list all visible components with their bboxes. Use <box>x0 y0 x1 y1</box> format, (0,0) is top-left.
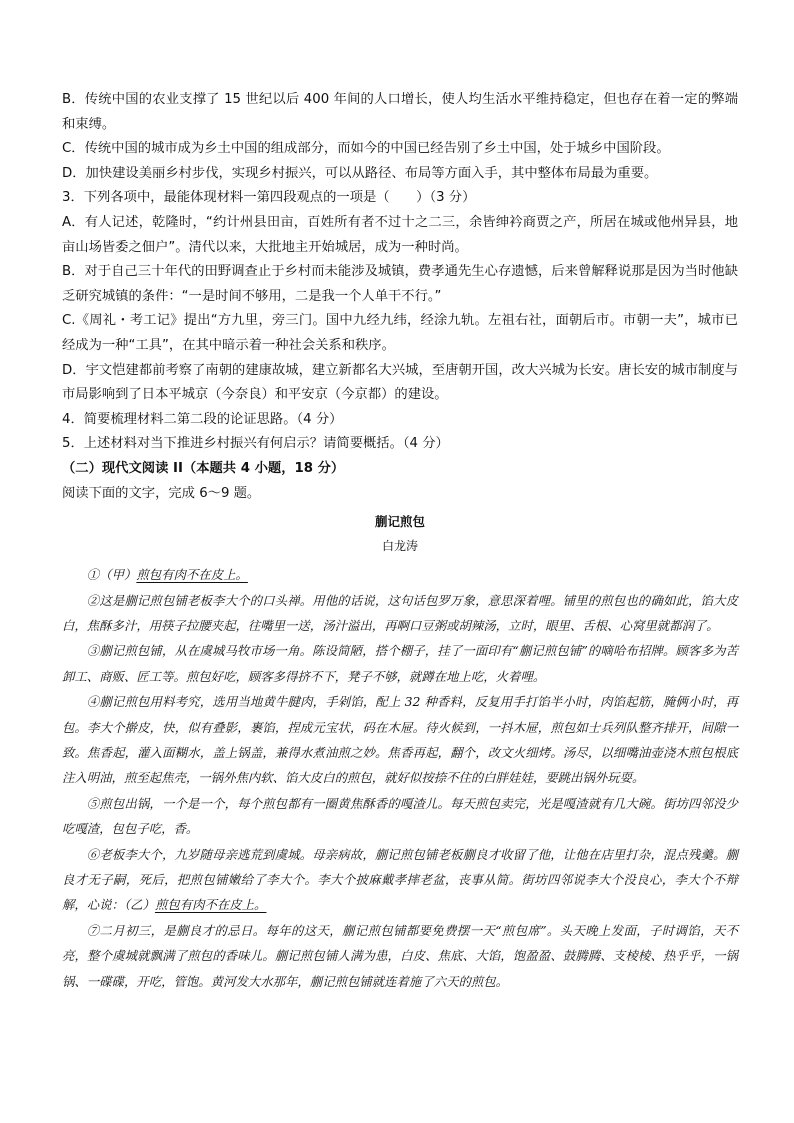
story-paragraph-1 <box>62 562 738 587</box>
option-b-q3: B．对于自己三十年代的田野调查止于乡村而未能涉及城镇，费孝通先生心存遗憾，后来曾解释说那是因为当时他缺乏研究城镇的条件：“一是时间不够用，二是我一个人单干不行。” <box>62 264 738 304</box>
question-4: 4．简要梳理材料二第二段的论证思路。（4 分） <box>62 411 343 427</box>
story-paragraph-3: ③蒯记煎包铺，从在虞城马牧市场一角。陈设简陋，搭个棚子，挂了一面印有“蒯记煎包铺”的嘀哈布招牌。顾客多为苦卸工、商贩、匠工等。煎包好吃，顾客多得挤不下，凳子不够，就蹲在地上吃，火着哩。 <box>62 643 738 684</box>
story-paragraph-2: ②这是蒯记煎包铺老板李大个的口头禅。用他的话说，这句话包罗万象，意思深着哩。铺里的煎包也的确如此，馅大皮白，焦酥多汁，用筷子拉腰夹起，往嘴里一送，汤汁溢出，再啊口豆粥或胡辣汤，立时，眼里、舌根、心窝里就都润了。 <box>62 592 738 633</box>
story-paragraph-6 <box>62 842 738 918</box>
story-paragraph-5: ⑤煎包出锅，一个是一个，每个煎包都有一圈黄焦酥香的嘎渣儿。每天煎包卖完，光是嘎渣就有几大碗。街坊四邻没少吃嘎渣，包包子吃，香。 <box>62 795 738 837</box>
question-5: 5．上述材料对当下推进乡村振兴有何启示？请简要概括。（4 分） <box>62 436 449 452</box>
option-d-q2: D．加快建设美丽乡村步伐，实现乡村振兴，可以从路径、布局等方面入手，其中整体布局最为重要。 <box>62 165 658 181</box>
story-title: 蒯记煎包 <box>374 514 425 530</box>
option-c-q2: C．传统中国的城市成为乡土中国的组成部分，而如今的中国已经告别了乡土中国，处于城乡中国阶段。 <box>62 141 670 157</box>
option-d-q3: D．宇文恺建都前考察了南朝的建康故城，建立新都名大兴城，至唐朝开国，改大兴城为长安。唐长安的城市制度与市局影响到了日本平城京（今奈良）和平安京（今京都）的建设。 <box>62 362 738 403</box>
option-c-q3: C.《周礼・考工记》提出“方九里，旁三门。国中九经九纬，经涂九轨。左祖右社，面朝后市。市朝一夫”，城市已经成为一种“工具”，在其中暗示着一种社会关系和秩序。 <box>62 313 738 353</box>
underlined-sentence-jia: 煎包有肉不在皮上。 <box>136 567 248 583</box>
option-a-q3: A．有人记述，乾隆时，“约计州县田亩，百姓所有者不过十之二三，余皆绅衿商贾之产，所居在城或他州异县，地亩山场皆委之佃户”。清代以来，大批地主开始城居，成为一种时尚。 <box>62 214 738 255</box>
story-paragraph-7: ⑦二月初三，是蒯良才的忌日。每年的这天，蒯记煎包铺都要免费摆一天“煎包席”。头天晚上发面，子时调馅，天不亮，整个虞城就飘满了煎包的香味儿。蒯记煎包铺人满为患，白皮、焦底、大馅，饱盈盈、鼓腾腾、支棱棱、热乎乎，一锅锅、一碟碟，开吃，管饱。黄河发大水那年，蒯记煎包铺就连着施了六天的煎包。 <box>62 922 738 989</box>
paragraph-6-text: ⑥老板李大个，九岁随母亲逃荒到虞城。母亲病故，蒯记煎包铺老板蒯良才收留了他，让他在店里打杂，混点残羹。蒯良才无子嗣，死后，把煎包铺嫩给了李大个。李大个披麻戴孝摔老盆，丧事从简。街坊四邻说李大个没良心，李大个不辩解，心说：（乙） <box>62 846 738 913</box>
section-heading: （二）现代文阅读 II（本题共 4 小题，18 分） <box>62 460 345 476</box>
story-author: 白龙涛 <box>381 539 418 554</box>
underlined-sentence-yi: 煎包有肉不在皮上。 <box>154 897 267 913</box>
question-3: 3．下列各项中，最能体现材料一第四段观点的一项是（ ）（3 分） <box>62 190 476 206</box>
marker-jia: ①（甲） <box>86 567 137 583</box>
option-b-q2: B．传统中国的农业支撑了 15 世纪以后 400 年间的人口增长，使人均生活水平维持稳定，但也存在着一定的弊端和束缚。 <box>62 92 738 132</box>
story-paragraph-4: ④蒯记煎包用料考究，选用当地黄牛腱肉，手剁馅，配上 32 种香料，反复用手打馅半小时，肉馅起筋，腌俩小时，再包。李大个擀皮，快，似有叠影，裹馅，捏成元宝状，码在木屉。待火候到，一抖木屉，煎包如士兵列队整齐排开，间隙一致。焦香起，灌入面糊水，盖上锅盖，兼得水煮油煎之妙。焦香再起，翻个，改文火细烤。汤尽，以细嘴油壶浇木煎包根底注入明油，煎至起焦壳，一锅外焦内软、馅大皮白的煎包，就好似按捺不住的白胖娃娃，要跳出锅外玩耍。 <box>62 694 738 786</box>
section-instruction: 阅读下面的文字，完成 6～9 题。 <box>62 485 261 501</box>
